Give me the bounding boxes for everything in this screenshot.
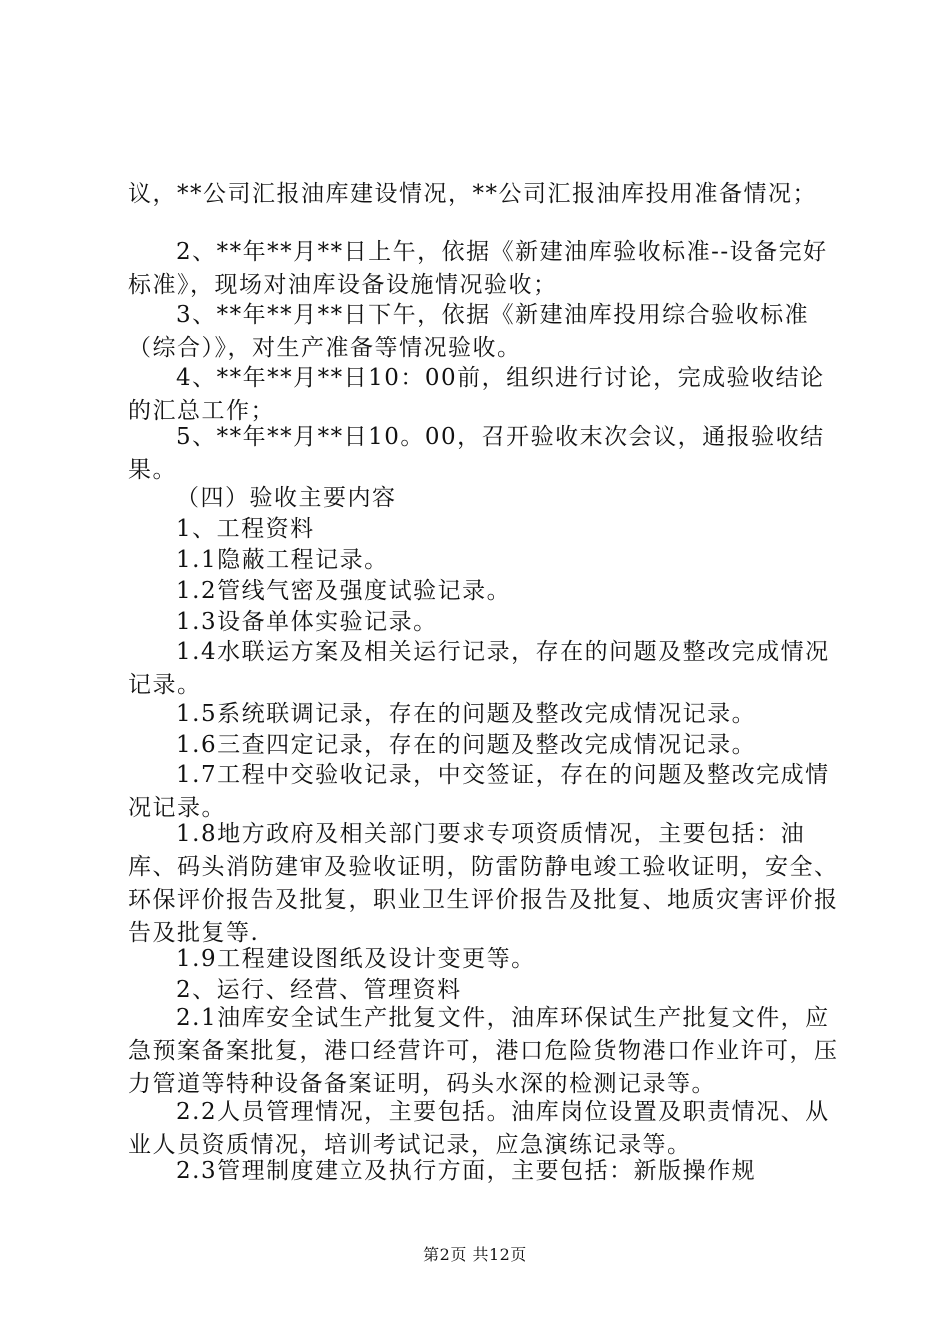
list-item-1-7: 1.7工程中交验收记录，中交签证，存在的问题及整改完成情况记录。 <box>128 762 830 821</box>
list-item-1-6: 1.6三查四定记录，存在的问题及整改完成情况记录。 <box>176 732 757 758</box>
subheading-engineering-data: 1、工程资料 <box>176 516 315 542</box>
list-item-1-3: 1.3设备单体实验记录。 <box>176 609 438 635</box>
list-item-2-2: 2.2人员管理情况，主要包括。油库岗位设置及职责情况、从业人员资质情况，培训考试记录，应急演练记录等。 <box>128 1099 830 1158</box>
list-item-1-5: 1.5系统联调记录，存在的问题及整改完成情况记录。 <box>176 701 757 727</box>
list-item-2-3: 2.3管理制度建立及执行方面，主要包括：新版操作规 <box>176 1158 757 1184</box>
list-item-1-8: 1.8地方政府及相关部门要求专项资质情况，主要包括：油库、码头消防建审及验收证明，防雷防静电竣工验收证明，安全、环保评价报告及批复，职业卫生评价报告及批复、地质灾害评价报告及批复等. <box>128 821 839 946</box>
list-item-1-4: 1.4水联运方案及相关运行记录，存在的问题及整改完成情况记录。 <box>128 639 830 698</box>
paragraph-item-3: 3、**年**月**日下午，依据《新建油库投用综合验收标准（综合）》，对生产准备等情况验收。 <box>128 302 810 361</box>
list-item-2-1: 2.1油库安全试生产批复文件，油库环保试生产批复文件，应急预案备案批复，港口经营许可，港口危险货物港口作业许可，压力管道等特种设备备案证明，码头水深的检测记录等。 <box>128 1005 839 1097</box>
list-item-1-9: 1.9工程建设图纸及设计变更等。 <box>176 946 536 972</box>
page-footer: 第2页 共12页 <box>423 1245 527 1264</box>
paragraph-item-2: 2、**年**月**日上午，依据《新建油库验收标准--设备完好标准》，现场对油库设备设施情况验收； <box>128 239 828 298</box>
paragraph-item-4: 4、**年**月**日10：00前，组织进行讨论，完成验收结论的汇总工作； <box>128 365 825 424</box>
paragraph-item-5: 5、**年**月**日10。00，召开验收末次会议，通报验收结果。 <box>128 424 825 483</box>
subheading-operations-data: 2、运行、经营、管理资料 <box>176 977 462 1003</box>
list-item-1-2: 1.2管线气密及强度试验记录。 <box>176 578 512 604</box>
paragraph-continuation: 议，**公司汇报油库建设情况，**公司汇报油库投用准备情况； <box>128 181 817 207</box>
list-item-1-1: 1.1隐蔽工程记录。 <box>176 547 389 573</box>
section-heading-4: （四）验收主要内容 <box>176 485 397 511</box>
